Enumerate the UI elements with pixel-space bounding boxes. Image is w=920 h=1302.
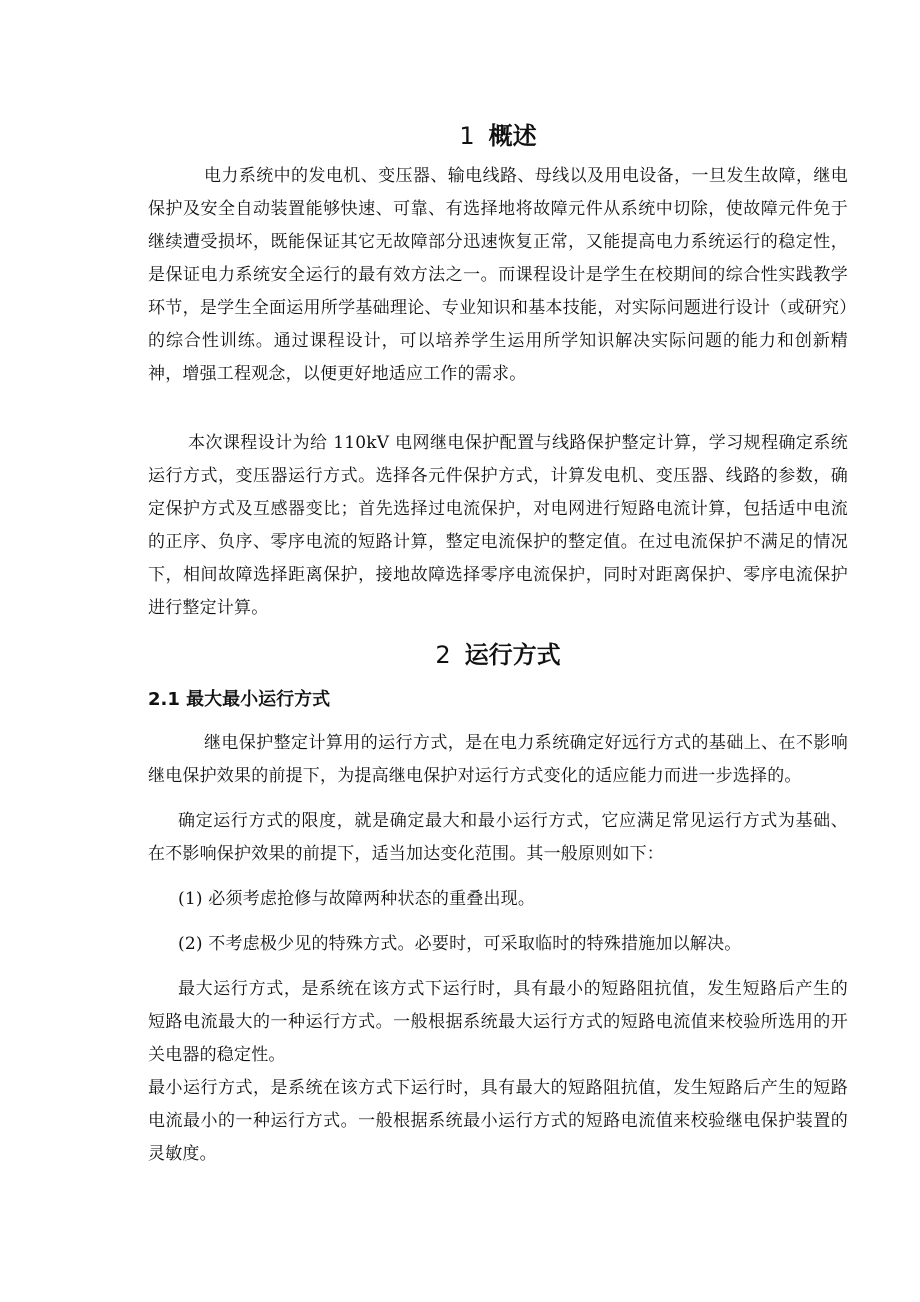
subsection-2-1-heading: 2.1 最大最小运行方式 bbox=[148, 689, 331, 710]
subsection-paragraph-2: 确定运行方式的限度，就是确定最大和最小运行方式，它应满足常见运行方式为基础、在不影响保护效果的前提下，适当加达变化范围。其一般原则如下： bbox=[148, 811, 848, 864]
principle-item-1: (1) 必须考虑抢修与故障两种状态的重叠出现。 bbox=[178, 889, 536, 909]
section-1-number: 1 bbox=[459, 122, 475, 150]
min-operation-mode-paragraph: 最小运行方式，是系统在该方式下运行时，具有最大的短路阻抗值，发生短路后产生的短路电流最小的一种运行方式。一般根据系统最小运行方式的短路电流值来校验继电保护装置的灵敏度。 bbox=[148, 1078, 848, 1164]
max-operation-mode-paragraph: 最大运行方式，是系统在该方式下运行时，具有最小的短路阻抗值，发生短路后产生的短路电流最大的一种运行方式。一般根据系统最大运行方式的短路电流值来校验所选用的开关电器的稳定性。 bbox=[148, 979, 848, 1065]
section-1-title: 概述 bbox=[488, 122, 537, 150]
document-content bbox=[148, 118, 848, 1171]
section-2-number: 2 bbox=[435, 641, 451, 669]
subsection-paragraph-1: 继电保护整定计算用的运行方式，是在电力系统确定好远行方式的基础上、在不影响继电保护效果的前提下，为提高继电保护对运行方式变化的适应能力而进一步选择的。 bbox=[148, 733, 848, 786]
section-1-paragraph-2: 本次课程设计为给 110kV 电网继电保护配置与线路保护整定计算，学习规程确定系统运行方式，变压器运行方式。选择各元件保护方式，计算发电机、变压器、线路的参数，确定保护方式及互感器变比；首先选择过电流保护，对电网进行短路电流计算，包括适中电流的正序、负序、零序电流的短路计算，整定电流保护的整定值。在过电流保护不满足的情况下，相间故障选择距离保护，接地故障选择零序电流保护，同时对距离保护、零序电流保护进行整定计算。 bbox=[148, 433, 848, 618]
principle-item-2: (2) 不考虑极少见的特殊方式。必要时，可采取临时的特殊措施加以解决。 bbox=[178, 934, 742, 954]
section-2-title: 运行方式 bbox=[464, 641, 561, 669]
section-1-heading bbox=[148, 118, 848, 154]
section-1-paragraph-1: 电力系统中的发电机、变压器、输电线路、母线以及用电设备，一旦发生故障，继电保护及安全自动装置能够快速、可靠、有选择地将故障元件从系统中切除，使故障元件免于继续遭受损坏，既能保证其它无故障部分迅速恢复正常，又能提高电力系统运行的稳定性，是保证电力系统安全运行的最有效方法之一。而课程设计是学生在校期间的综合性实践教学环节，是学生全面运用所学基础理论、专业知识和基本技能，对实际问题进行设计（或研究）的综合性训练。通过课程设计，可以培养学生运用所学知识解决实际问题的能力和创新精神，增强工程观念，以便更好地适应工作的需求。 bbox=[148, 166, 848, 384]
section-2-heading bbox=[148, 637, 848, 673]
